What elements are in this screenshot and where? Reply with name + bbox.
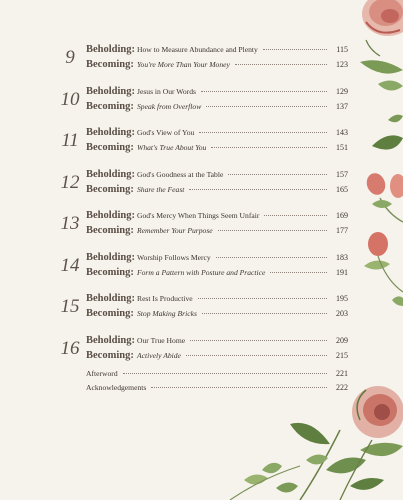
chapter-entry — [58, 168, 348, 210]
beholding-label: Beholding: — [86, 85, 136, 97]
dot-leader — [218, 230, 327, 231]
dot-leader — [202, 313, 327, 314]
becoming-row[interactable] — [86, 101, 348, 115]
page-number: 195 — [336, 294, 348, 303]
beholding-title: How to Measure Abundance and Plenty — [137, 45, 258, 54]
back-matter-title: Afterword — [86, 369, 118, 378]
dot-leader — [235, 64, 327, 65]
dot-leader — [264, 215, 327, 216]
beholding-row[interactable] — [86, 252, 348, 266]
chapter-entry — [58, 209, 348, 251]
beholding-label: Beholding: — [86, 293, 136, 304]
leaf-top — [360, 40, 403, 91]
dot-leader — [186, 355, 327, 356]
page-number: 203 — [336, 309, 348, 318]
beholding-title: Rest Is Productive — [137, 294, 193, 303]
chapter-number: 12 — [60, 171, 80, 193]
chapter-number: 9 — [65, 47, 75, 68]
dot-leader — [206, 106, 327, 107]
beholding-label: Beholding: — [86, 127, 136, 138]
page-number: 221 — [336, 369, 348, 378]
becoming-title: You're More Than Your Money — [137, 60, 230, 69]
becoming-label: Becoming: — [86, 308, 134, 319]
page-number: 222 — [336, 383, 348, 392]
becoming-label: Becoming: — [86, 142, 134, 153]
page-number: 143 — [336, 128, 348, 137]
dot-leader — [201, 91, 327, 92]
chapter-number: 13 — [60, 213, 80, 234]
rose-top-right — [362, 0, 403, 36]
becoming-label: Becoming: — [86, 100, 134, 112]
becoming-row[interactable] — [86, 267, 348, 281]
chapter-entry — [58, 126, 348, 168]
dot-leader — [190, 340, 327, 341]
beholding-row[interactable] — [86, 86, 348, 100]
becoming-title: Speak from Overflow — [137, 101, 202, 111]
beholding-row[interactable] — [86, 335, 348, 349]
becoming-row[interactable] — [86, 142, 348, 156]
beholding-title: Jesus in Our Words — [137, 86, 196, 96]
beholding-row[interactable] — [86, 210, 348, 224]
page-number: 129 — [336, 86, 348, 96]
becoming-title: Stop Making Bricks — [137, 309, 197, 318]
page-number: 169 — [336, 211, 348, 220]
becoming-label: Becoming: — [86, 266, 134, 278]
dot-leader — [228, 174, 327, 175]
beholding-label: Beholding: — [86, 334, 136, 346]
chapter-number: 15 — [60, 296, 80, 317]
beholding-row[interactable] — [86, 127, 348, 141]
dot-leader — [211, 147, 327, 148]
becoming-title: Actively Abide — [137, 350, 181, 360]
rose-bottom-right — [352, 386, 403, 438]
page-number: 151 — [336, 143, 348, 152]
dot-leader — [123, 373, 327, 374]
beholding-label: Beholding: — [86, 44, 136, 55]
page-number: 191 — [336, 267, 348, 277]
page-number: 137 — [336, 101, 348, 111]
dot-leader — [151, 387, 327, 388]
dot-leader — [189, 189, 327, 190]
chapter-number: 11 — [61, 130, 79, 151]
becoming-title: Form a Pattern with Posture and Practice — [137, 267, 266, 277]
beholding-title: God's Mercy When Things Seem Unfair — [137, 211, 260, 220]
beholding-title: Our True Home — [137, 335, 186, 345]
beholding-title: Worship Follows Mercy — [137, 252, 211, 262]
beholding-label: Beholding: — [86, 168, 136, 180]
becoming-row[interactable] — [86, 350, 348, 364]
becoming-label: Becoming: — [86, 349, 134, 361]
becoming-title: Remember Your Purpose — [137, 226, 213, 235]
beholding-label: Beholding: — [86, 251, 136, 263]
beholding-row[interactable] — [86, 44, 348, 58]
page-number: 123 — [336, 60, 348, 69]
back-matter-title: Acknowledgements — [86, 383, 147, 392]
chapter-number: 16 — [60, 337, 80, 359]
acknowledgements-row[interactable] — [86, 383, 348, 397]
page-number: 165 — [336, 184, 348, 194]
becoming-row[interactable] — [86, 59, 348, 73]
dot-leader — [270, 272, 327, 273]
leaf-right-mid — [372, 115, 403, 150]
becoming-label: Becoming: — [86, 59, 134, 70]
beholding-title: God's Goodness at the Table — [137, 169, 224, 179]
dot-leader — [263, 49, 327, 50]
page-number: 183 — [336, 252, 348, 262]
dot-leader — [198, 298, 327, 299]
page-number: 215 — [336, 350, 348, 360]
dot-leader — [216, 257, 327, 258]
chapter-entry — [58, 292, 348, 334]
becoming-title: Share the Feast — [137, 184, 185, 194]
beholding-row[interactable] — [86, 169, 348, 183]
rosebud-right-lower — [364, 232, 403, 306]
dot-leader — [199, 132, 327, 133]
beholding-row[interactable] — [86, 293, 348, 307]
chapter-entry — [58, 85, 348, 127]
page-number: 157 — [336, 169, 348, 179]
becoming-row[interactable] — [86, 225, 348, 239]
beholding-label: Beholding: — [86, 210, 136, 221]
becoming-row[interactable] — [86, 184, 348, 198]
becoming-row[interactable] — [86, 308, 348, 322]
becoming-title: What's True About You — [137, 143, 207, 152]
afterword-row[interactable] — [86, 369, 348, 383]
page-number: 115 — [336, 45, 348, 54]
page-number: 177 — [336, 226, 348, 235]
rosebud-right — [364, 171, 403, 222]
back-matter — [86, 369, 348, 397]
beholding-title: God's View of You — [137, 128, 195, 137]
chapter-entry — [58, 251, 348, 293]
table-of-contents — [58, 43, 348, 375]
chapter-number: 10 — [60, 88, 80, 110]
page-number: 209 — [336, 335, 348, 345]
becoming-label: Becoming: — [86, 183, 134, 195]
becoming-label: Becoming: — [86, 225, 134, 236]
chapter-entry — [58, 43, 348, 85]
chapter-number: 14 — [60, 254, 80, 276]
